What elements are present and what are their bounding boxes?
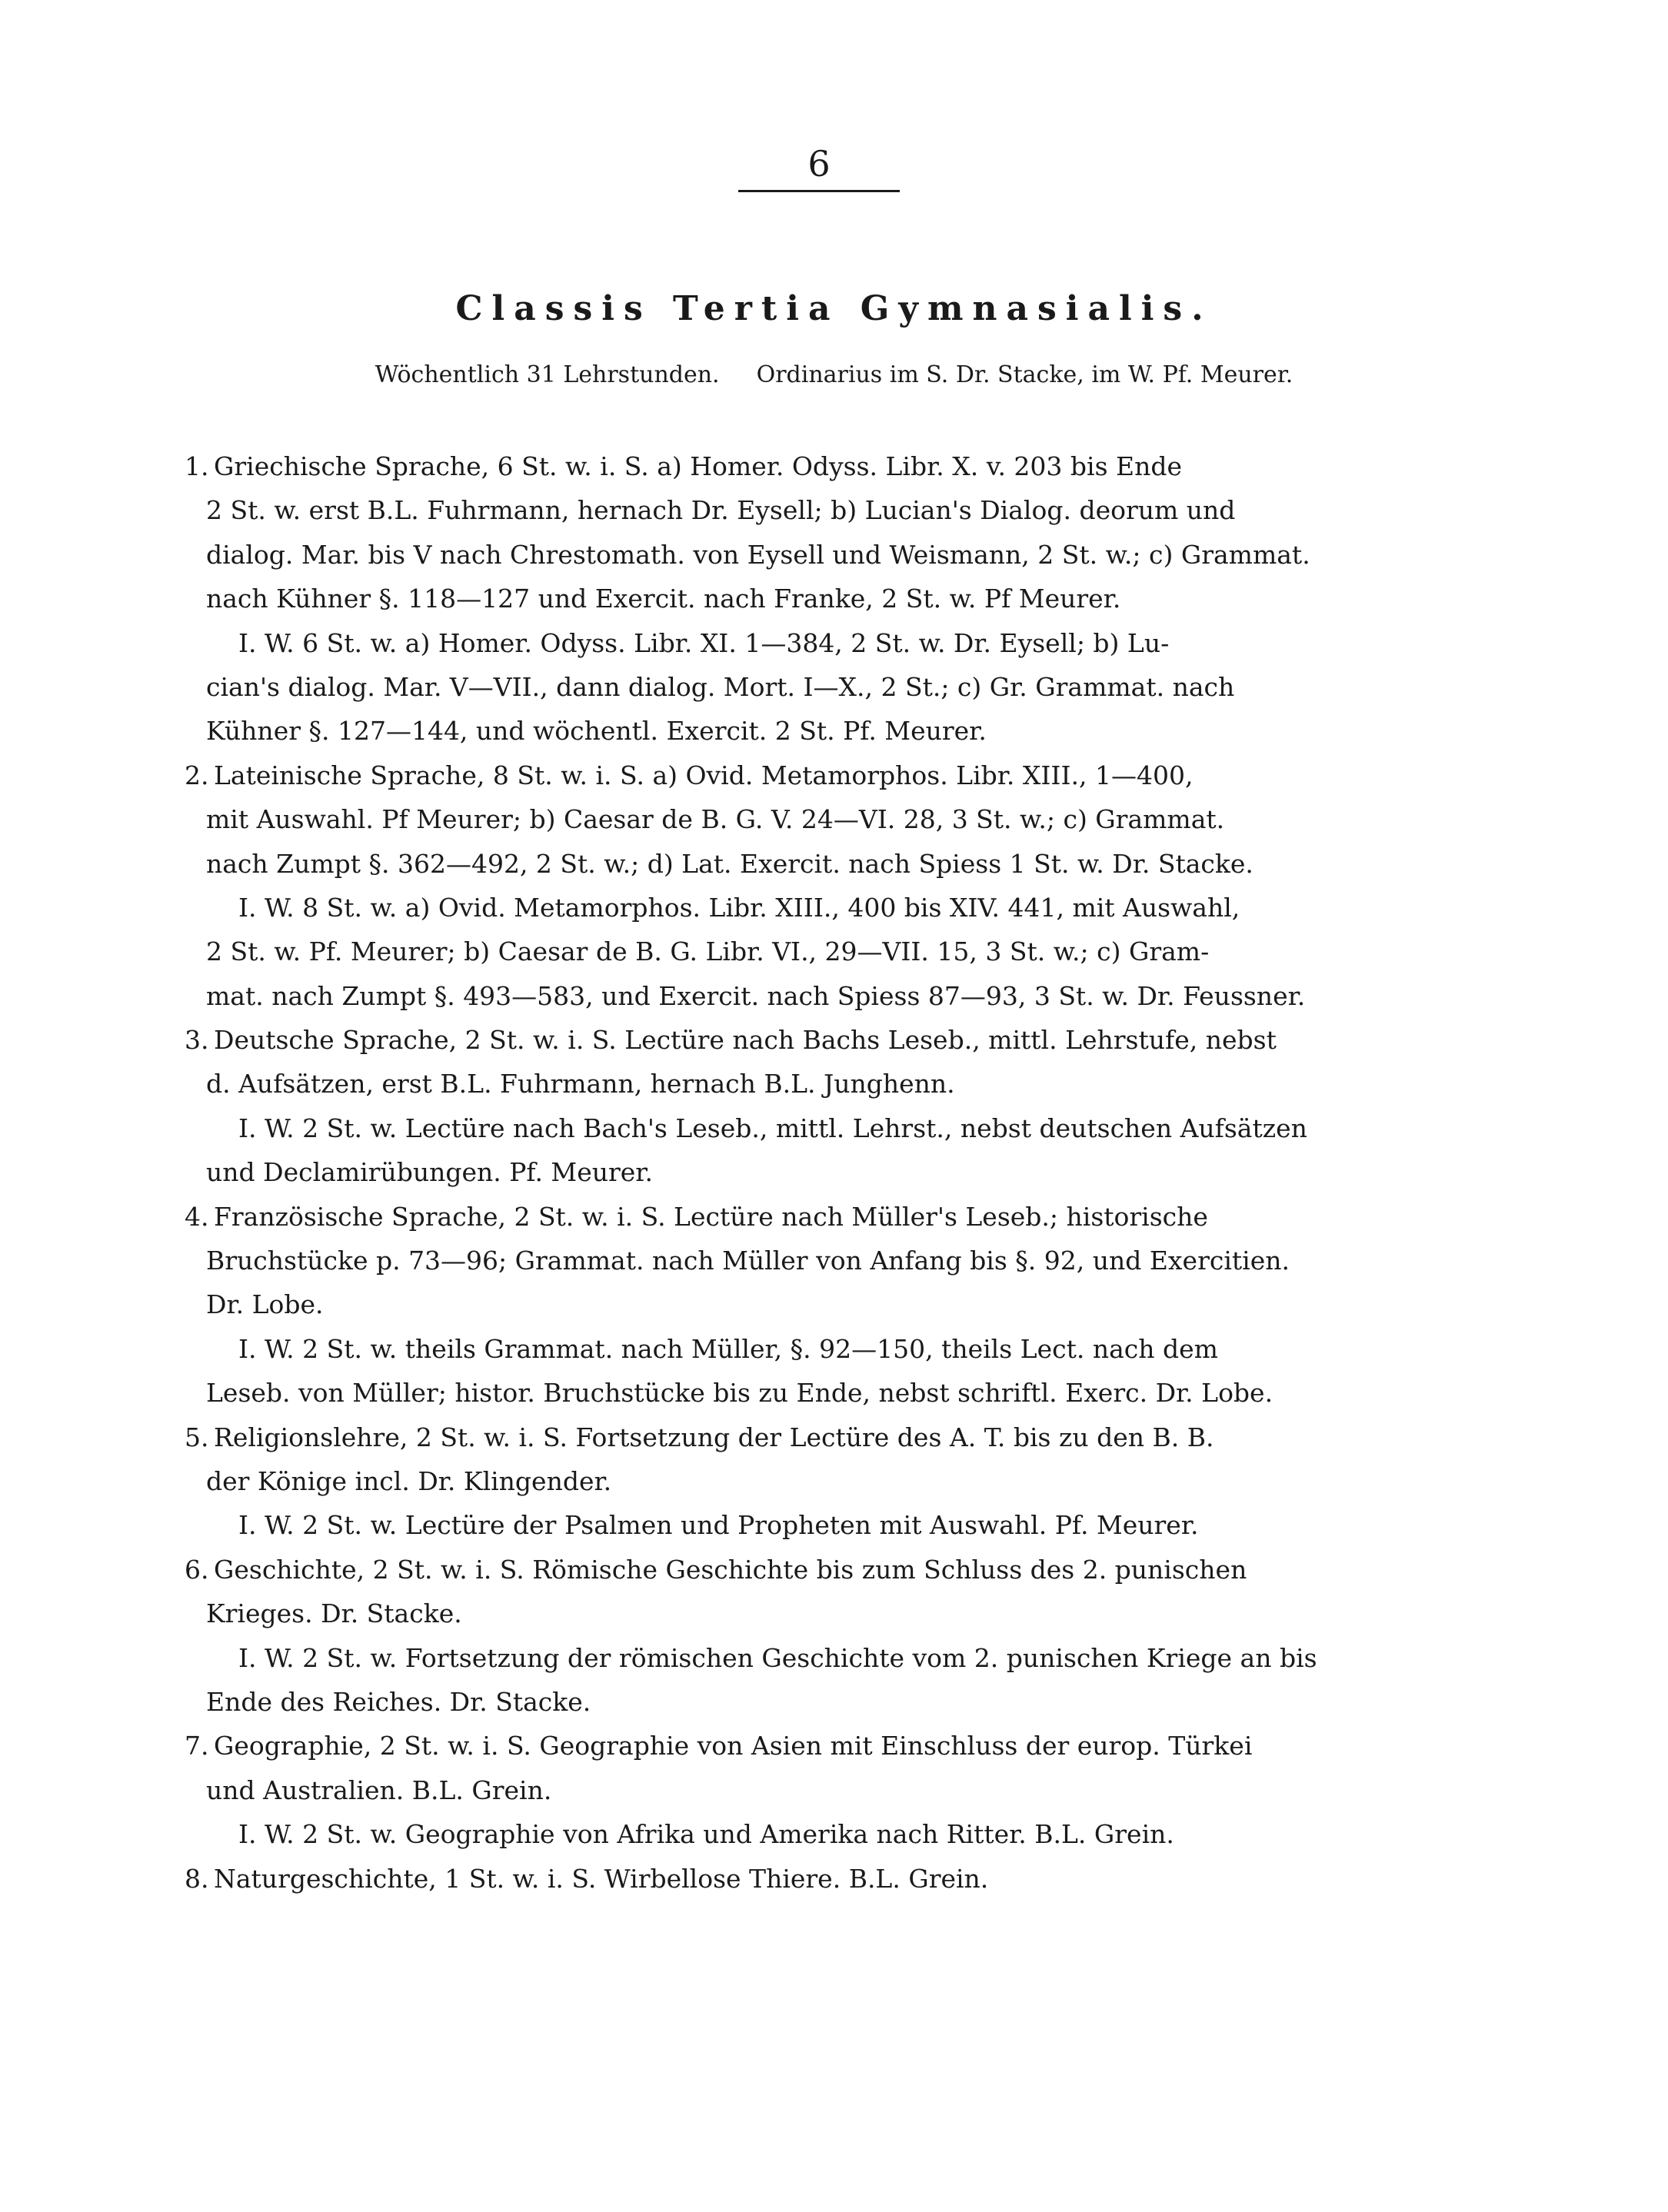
line-text: Lateinische Sprache, 8 St. w. i. S. a) Ovid. Metamorphos. Libr. XIII., 1—400, xyxy=(214,760,1194,790)
line-text: Deutsche Sprache, 2 St. w. i. S. Lectüre nach Bachs Leseb., mittl. Lehrstufe, nebst xyxy=(214,1025,1277,1056)
item-number: 8. xyxy=(185,1863,209,1894)
text-line xyxy=(185,930,1484,973)
text-line xyxy=(185,533,1484,577)
text-line xyxy=(185,1857,1484,1901)
text-line xyxy=(185,974,1484,1018)
item-number: 7. xyxy=(185,1731,209,1761)
text-line xyxy=(185,709,1484,753)
curriculum-text xyxy=(185,444,1484,1901)
text-line xyxy=(185,1768,1484,1812)
line-text: Geographie, 2 St. w. i. S. Geographie von Asien mit Einschluss der europ. Türkei xyxy=(214,1731,1253,1761)
text-line xyxy=(185,444,1484,488)
line-text: Ende des Reiches. Dr. Stacke. xyxy=(206,1686,591,1717)
line-text: und Australien. B.L. Grein. xyxy=(206,1775,552,1805)
line-text: Religionslehre, 2 St. w. i. S. Fortsetzung der Lectüre des A. T. bis zu den B. B. xyxy=(214,1422,1214,1452)
line-text: I. W. 2 St. w. Lectüre der Psalmen und Propheten mit Auswahl. Pf. Meurer. xyxy=(238,1510,1199,1541)
item-number: 1. xyxy=(185,451,209,481)
line-text: mit Auswahl. Pf Meurer; b) Caesar de B. G. V. 24—VI. 28, 3 St. w.; c) Grammat. xyxy=(206,804,1225,835)
text-line xyxy=(185,621,1484,665)
text-line xyxy=(185,1724,1484,1768)
weekly-hours-note: Wöchentlich 31 Lehrstunden. xyxy=(375,361,720,388)
line-text: Geschichte, 2 St. w. i. S. Römische Geschichte bis zum Schluss des 2. punischen xyxy=(214,1554,1247,1585)
text-line xyxy=(185,1282,1484,1326)
item-number: 4. xyxy=(185,1201,209,1232)
ordinarius-note: Ordinarius im S. Dr. Stacke, im W. Pf. Meurer. xyxy=(756,361,1293,388)
line-text: Griechische Sprache, 6 St. w. i. S. a) Homer. Odyss. Libr. X. v. 203 bis Ende xyxy=(214,451,1182,481)
line-text: I. W. 2 St. w. Geographie von Afrika und Amerika nach Ritter. B.L. Grein. xyxy=(238,1819,1174,1850)
line-text: 2 St. w. erst B.L. Fuhrmann, hernach Dr. Eysell; b) Lucian's Dialog. deorum und xyxy=(206,495,1236,526)
text-line xyxy=(185,1239,1484,1282)
line-text: d. Aufsätzen, erst B.L. Fuhrmann, hernach B.L. Junghenn. xyxy=(206,1069,955,1099)
text-line xyxy=(185,753,1484,797)
text-line xyxy=(185,842,1484,886)
text-line xyxy=(185,577,1484,620)
page-number-rule xyxy=(738,190,900,192)
line-text: nach Zumpt §. 362—492, 2 St. w.; d) Lat. Exercit. nach Spiess 1 St. w. Dr. Stacke. xyxy=(206,848,1253,879)
item-number: 5. xyxy=(185,1422,209,1452)
text-line xyxy=(185,886,1484,930)
line-text: Krieges. Dr. Stacke. xyxy=(206,1598,462,1629)
section-heading: Classis Tertia Gymnasialis. xyxy=(455,289,1213,328)
line-text: 2 St. w. Pf. Meurer; b) Caesar de B. G. Libr. VI., 29—VII. 15, 3 St. w.; c) Gram- xyxy=(206,936,1210,967)
line-text: I. W. 2 St. w. Lectüre nach Bach's Leseb., mittl. Lehrst., nebst deutschen Aufsätzen xyxy=(238,1113,1307,1143)
line-text: I. W. 6 St. w. a) Homer. Odyss. Libr. XI. 1—384, 2 St. w. Dr. Eysell; b) Lu- xyxy=(238,627,1170,658)
text-line xyxy=(185,1812,1484,1856)
text-line xyxy=(185,1680,1484,1724)
line-text: und Declamirübungen. Pf. Meurer. xyxy=(206,1157,653,1188)
text-line xyxy=(185,1371,1484,1415)
item-number: 6. xyxy=(185,1554,209,1585)
text-line xyxy=(185,1327,1484,1371)
page-number: 6 xyxy=(807,143,831,185)
text-line xyxy=(185,1195,1484,1239)
text-line xyxy=(185,1636,1484,1680)
line-text: Bruchstücke p. 73—96; Grammat. nach Müller von Anfang bis §. 92, und Exercitien. xyxy=(206,1246,1290,1276)
text-line xyxy=(185,1459,1484,1503)
line-text: Naturgeschichte, 1 St. w. i. S. Wirbellose Thiere. B.L. Grein. xyxy=(214,1863,989,1894)
line-text: Französische Sprache, 2 St. w. i. S. Lectüre nach Müller's Leseb.; historische xyxy=(214,1201,1208,1232)
item-number: 3. xyxy=(185,1025,209,1056)
line-text: I. W. 2 St. w. theils Grammat. nach Müller, §. 92—150, theils Lect. nach dem xyxy=(238,1333,1218,1364)
line-text: Kühner §. 127—144, und wöchentl. Exercit. 2 St. Pf. Meurer. xyxy=(206,716,987,747)
text-line xyxy=(185,1150,1484,1194)
line-text: cian's dialog. Mar. V—VII., dann dialog. Mort. I—X., 2 St.; c) Gr. Grammat. nach xyxy=(206,671,1235,702)
text-line xyxy=(185,1503,1484,1547)
line-text: dialog. Mar. bis V nach Chrestomath. von Eysell und Weismann, 2 St. w.; c) Grammat. xyxy=(206,539,1310,570)
line-text: nach Kühner §. 118—127 und Exercit. nach Franke, 2 St. w. Pf Meurer. xyxy=(206,584,1121,614)
item-number: 2. xyxy=(185,760,209,790)
text-line xyxy=(185,1106,1484,1150)
text-line xyxy=(185,1592,1484,1635)
text-line xyxy=(185,1548,1484,1592)
text-line xyxy=(185,1062,1484,1106)
line-text: Leseb. von Müller; histor. Bruchstücke bis zu Ende, nebst schriftl. Exerc. Dr. Lobe. xyxy=(206,1378,1273,1409)
section-subheading xyxy=(0,358,1668,392)
text-line xyxy=(185,665,1484,709)
line-text: mat. nach Zumpt §. 493—583, und Exercit. nach Spiess 87—93, 3 St. w. Dr. Feussner. xyxy=(206,980,1306,1011)
line-text: I. W. 8 St. w. a) Ovid. Metamorphos. Libr. XIII., 400 bis XIV. 441, mit Auswahl, xyxy=(238,892,1240,923)
line-text: der Könige incl. Dr. Klingender. xyxy=(206,1465,612,1496)
text-line xyxy=(185,797,1484,841)
text-line xyxy=(185,488,1484,532)
line-text: I. W. 2 St. w. Fortsetzung der römischen Geschichte vom 2. punischen Kriege an bis xyxy=(238,1642,1317,1673)
text-line xyxy=(185,1018,1484,1062)
line-text: Dr. Lobe. xyxy=(206,1289,324,1320)
text-line xyxy=(185,1415,1484,1459)
